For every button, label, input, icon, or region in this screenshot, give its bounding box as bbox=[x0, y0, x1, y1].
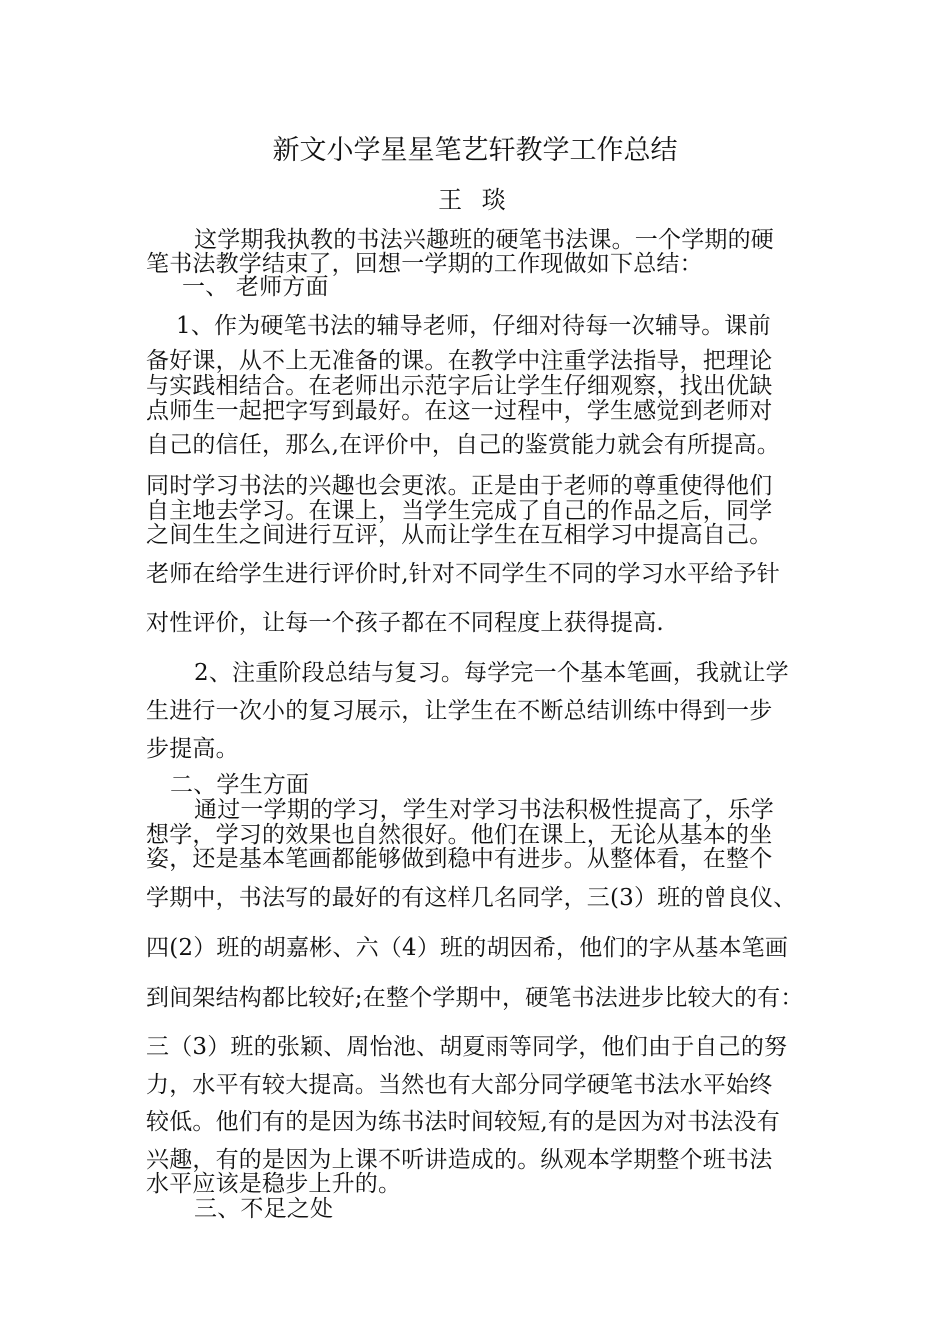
paragraph-line: 四(2）班的胡嘉彬、六（4）班的胡因希，他们的字从基本笔画 bbox=[146, 935, 789, 961]
paragraph-line: 这学期我执教的书法兴趣班的硬笔书法课。一个学期的硬 bbox=[194, 227, 774, 253]
author-name: 王 琰 bbox=[438, 186, 512, 214]
document-title: 新文小学星星笔艺轩教学工作总结 bbox=[272, 135, 678, 166]
paragraph-line: 较低。他们有的是因为练书法时间较短,有的是因为对书法没有 bbox=[146, 1109, 780, 1135]
section-heading: 一、 老师方面 bbox=[182, 274, 329, 300]
paragraph-line: 到间架结构都比较好;在整个学期中，硬笔书法进步比较大的有： bbox=[146, 985, 804, 1011]
paragraph-line: 通过一学期的学习，学生对学习书法积极性提高了，乐学 bbox=[194, 797, 774, 823]
paragraph-line: 老师在给学生进行评价时,针对不同学生不同的学习水平给予针 bbox=[146, 561, 780, 587]
paragraph-line: 兴趣，有的是因为上课不听讲造成的。纵观本学期整个班书法 bbox=[146, 1147, 773, 1173]
paragraph-line: 步提高。 bbox=[146, 736, 239, 762]
paragraph-line: 与实践相结合。在老师出示范字后让学生仔细观察，找出优缺 bbox=[146, 373, 773, 399]
paragraph-line: 姿，还是基本笔画都能够做到稳中有进步。从整体看，在整个 bbox=[146, 846, 773, 872]
paragraph-line: 生进行一次小的复习展示，让学生在不断总结训练中得到一步 bbox=[146, 698, 773, 724]
paragraph-line: 自主地去学习。在课上，当学生完成了自己的作品之后，同学 bbox=[146, 498, 773, 524]
paragraph-line: 笔书法教学结束了，回想一学期的工作现做如下总结： bbox=[146, 251, 703, 277]
section-heading: 三、不足之处 bbox=[194, 1196, 334, 1222]
paragraph-line: 2、注重阶段总结与复习。每学完一个基本笔画，我就让学 bbox=[194, 660, 789, 686]
paragraph-line: 同时学习书法的兴趣也会更浓。正是由于老师的尊重使得他们 bbox=[146, 473, 773, 499]
paragraph-line: 自己的信任，那么,在评价中，自己的鉴赏能力就会有所提高。 bbox=[146, 432, 780, 458]
paragraph-line: 学期中，书法写的最好的有这样几名同学，三(3）班的曾良仪、 bbox=[146, 885, 797, 911]
paragraph-line: 之间生生之间进行互评，从而让学生在互相学习中提高自己。 bbox=[146, 522, 773, 548]
paragraph-line: 想学，学习的效果也自然很好。他们在课上，无论从基本的坐 bbox=[146, 822, 773, 848]
section-heading: 二、学生方面 bbox=[170, 772, 310, 798]
paragraph-line: 力，水平有较大提高。当然也有大部分同学硬笔书法水平始终 bbox=[146, 1072, 773, 1098]
paragraph-line: 三（3）班的张颖、周怡池、胡夏雨等同学，他们由于自己的努 bbox=[146, 1034, 788, 1060]
paragraph-line: 1、作为硬笔书法的辅导老师，仔细对待每一次辅导。课前 bbox=[176, 313, 771, 339]
paragraph-line: 对性评价，让每一个孩子都在不同程度上获得提高. bbox=[146, 610, 664, 636]
paragraph-line: 点师生一起把字写到最好。在这一过程中，学生感觉到老师对 bbox=[146, 398, 773, 424]
paragraph-line: 备好课，从不上无准备的课。在教学中注重学法指导，把理论 bbox=[146, 348, 773, 374]
paragraph-line: 水平应该是稳步上升的。 bbox=[146, 1171, 402, 1197]
